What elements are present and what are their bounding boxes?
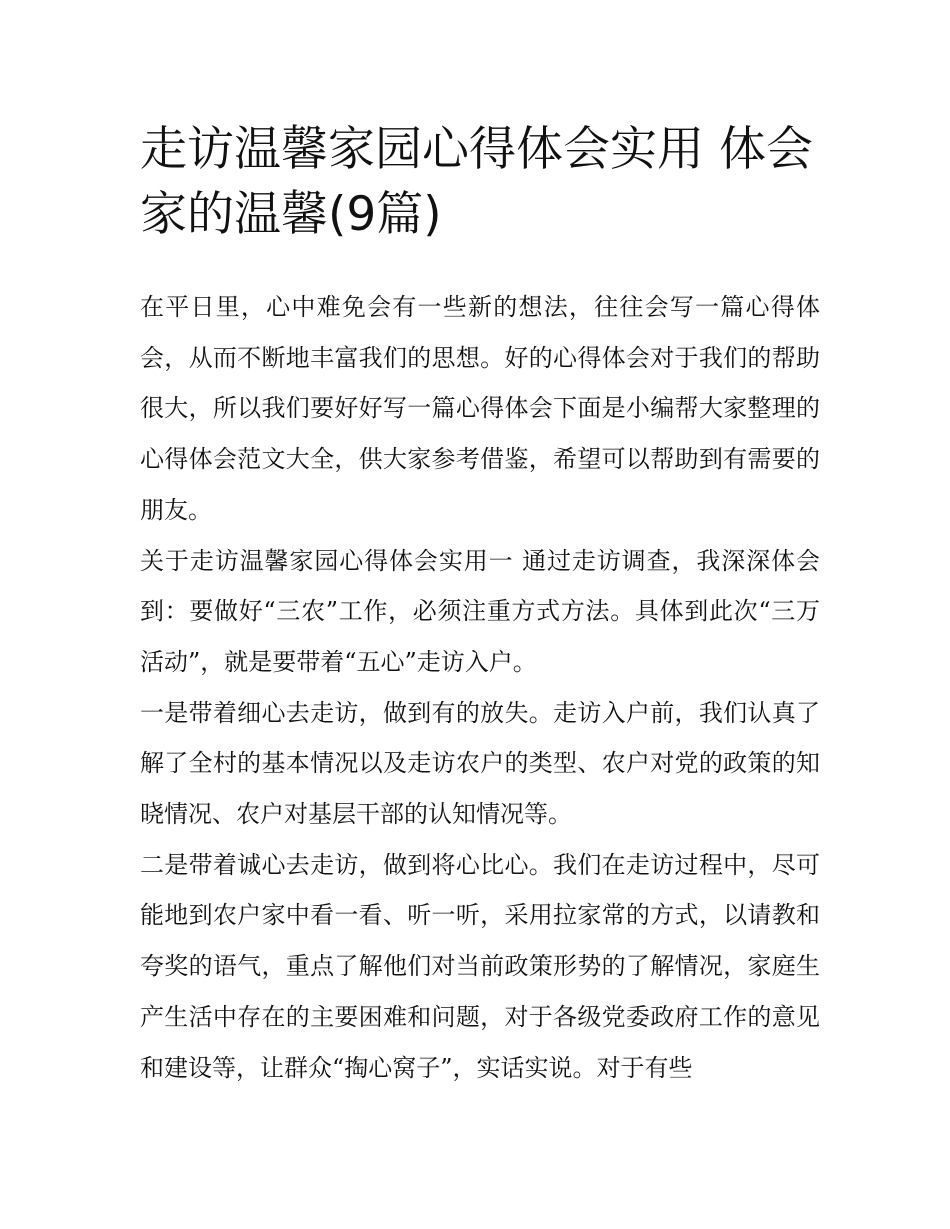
- paragraph-section-one: 关于走访温馨家园心得体会实用一 通过走访调查，我深深体会到：要做好“三农”工作，必须注重方式方法。具体到此次“三万活动”，就是要带着“五心”走访入户。: [140, 546, 820, 676]
- paragraph-intro: 在平日里，心中难免会有一些新的想法，往往会写一篇心得体会，从而不断地丰富我们的思想。好的心得体会对于我们的帮助很大，所以我们要好好写一篇心得体会下面是小编帮大家整理的心得体会范文大全，供大家参考借鉴，希望可以帮助到有需要的朋友。: [140, 293, 820, 524]
- document-body: [140, 282, 820, 1093]
- paragraph-point-one: 一是带着细心去走访，做到有的放失。走访入户前，我们认真了解了全村的基本情况以及走访农户的类型、农户对党的政策的知晓情况、农户对基层干部的认知情况等。: [140, 698, 820, 829]
- paragraph-point-two: 二是带着诚心去走访，做到将心比心。我们在走访过程中，尽可能地到农户家中看一看、听一听，采用拉家常的方式，以请教和夸奖的语气，重点了解他们对当前政策形势的了解情况，家庭生产生活中存在的主要困难和问题，对于各级党委政府工作的意见和建设等，让群众“掏心窝子”，实话实说。对于有些: [140, 850, 820, 1082]
- document-title: 走访温馨家园心得体会实用 体会家的温馨(9篇): [140, 122, 813, 242]
